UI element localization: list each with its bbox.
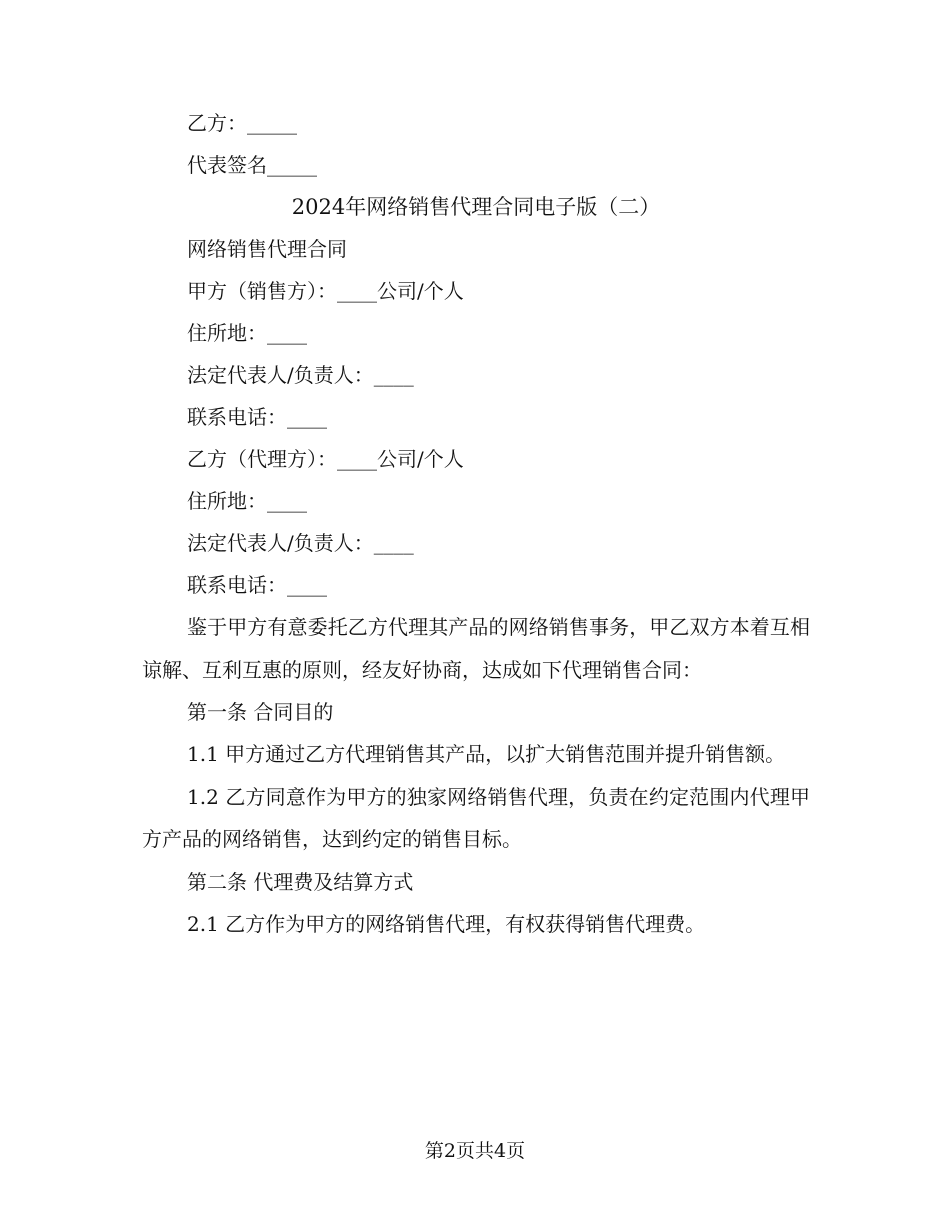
document-body [142,102,810,945]
party-b-address: 住所地：____ [187,489,307,513]
party-b-phone: 联系电话：____ [187,573,327,597]
party-b-line: 乙方：_____ [187,111,297,135]
article-1-heading: 第一条 合同目的 [187,700,334,724]
clause-2-1: 2.1 乙方作为甲方的网络销售代理，有权获得销售代理费。 [187,911,706,936]
page-number: 第2页共4页 [424,1140,526,1162]
preamble-paragraph: 鉴于甲方有意委托乙方代理其产品的网络销售事务，甲乙双方本着互相谅解、互利互惠的原则，经友好协商，达成如下代理销售合同： [142,615,810,682]
party-a-address: 住所地：____ [187,321,307,345]
party-b-agent-line: 乙方（代理方）：____公司/个人 [187,447,464,471]
party-b-representative: 法定代表人/负责人：____ [187,531,414,555]
contract-subtitle: 网络销售代理合同 [187,237,347,261]
party-a-representative: 法定代表人/负责人：____ [187,363,414,387]
party-a-phone: 联系电话：____ [187,405,327,429]
article-2-heading: 第二条 代理费及结算方式 [187,869,414,894]
representative-signature-line: 代表签名_____ [187,153,317,177]
party-a-line: 甲方（销售方）：____公司/个人 [187,279,464,303]
clause-1-1: 1.1 甲方通过乙方代理销售其产品，以扩大销售范围并提升销售额。 [187,742,786,766]
contract-title: 2024年网络销售代理合同电子版（二） [291,195,661,219]
clause-1-2: 1.2 乙方同意作为甲方的独家网络销售代理，负责在约定范围内代理甲方产品的网络销售，达到约定的销售目标。 [142,784,810,851]
